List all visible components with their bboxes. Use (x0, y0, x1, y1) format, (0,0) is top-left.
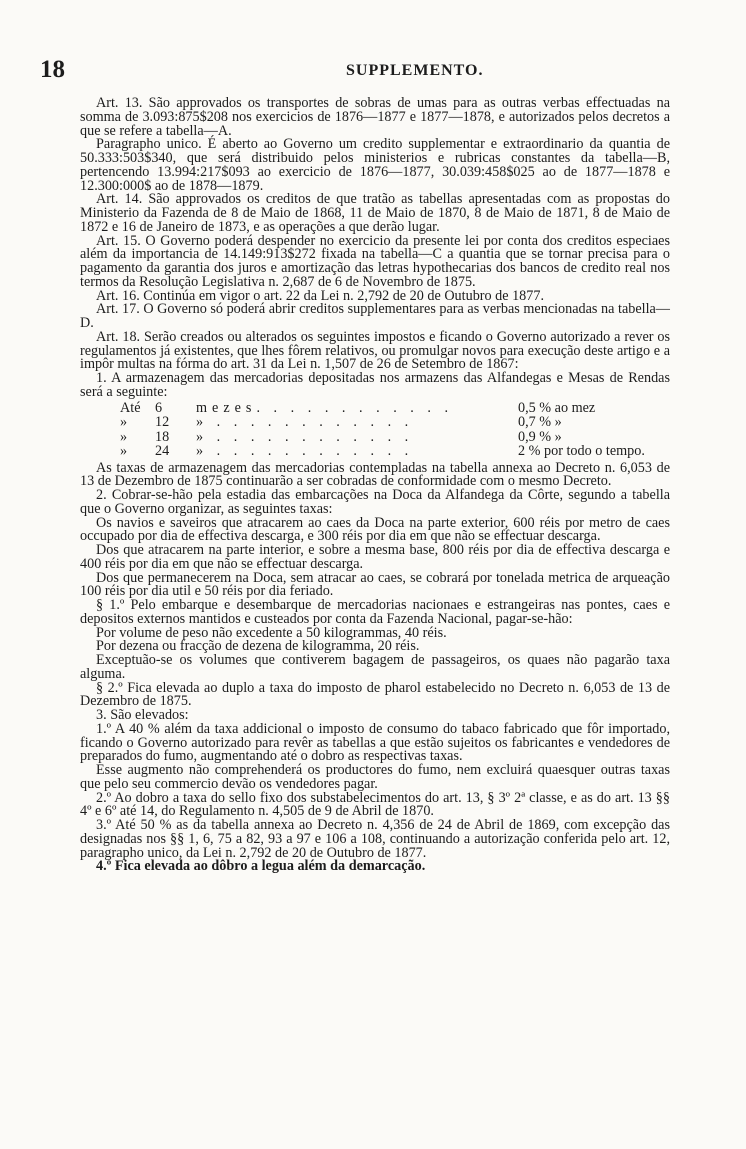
running-head: SUPPLEMENTO. (346, 62, 484, 79)
storage-rate-table (80, 399, 670, 460)
row-unit: » . . . . . . . . . . . . (196, 443, 414, 459)
row-months: 6 (155, 399, 163, 416)
paragraph: Art. 17. O Governo só poderá abrir creditos supplementares para as verbas mencionadas na tabella—D. (80, 301, 670, 331)
row-prefix: » (120, 443, 128, 459)
paragraph: 3.º Até 50 % as da tabella annexa ao Decreto n. 4,356 de 24 de Abril de 1869, com excepção das designadas nos §§ 1, 6, 75 a 82, 93 a 97 e 106 a 108, continuando a autorização conferida pelo art. 12, paragrapho unico, da Lei n. 2,792 de 20 de Outubro de 1877. (80, 817, 670, 861)
paragraph: 1. A armazenagem das mercadorias depositadas nos armazens das Alfandegas e Mesas de Rendas será a seguinte: (80, 370, 670, 400)
row-unit: » . . . . . . . . . . . . (196, 414, 414, 430)
document-body (80, 97, 670, 874)
paragraph: Dos que atracarem na parte interior, e sobre a mesma base, 800 réis por dia de effectiva descarga e 400 réis por dia em que não se effectuar descarga. (80, 542, 670, 572)
final-section (80, 860, 670, 874)
page-header (40, 56, 680, 86)
row-rate: 0,5 % ao mez (518, 399, 596, 416)
paragraph: Por dezena ou fracção de dezena de kilogramma, 20 réis. (96, 638, 420, 655)
paragraph: Art. 16. Continúa em vigor o art. 22 da Lei n. 2,792 de 20 de Outubro de 1877. (96, 287, 545, 304)
row-months: 18 (155, 428, 170, 445)
paragraph: Art. 18. Serão creados ou alterados os seguintes impostos e ficando o Governo autorizado a rever os regulamentos já existentes, que lhes fôrem relativos, ou promulgar novos para execução deste artigo e a impôr multas na fórma do art. 31 da Lei n. 1,507 de 26 de Setembro de 1867: (80, 328, 670, 373)
row-unit: » . . . . . . . . . . . . (196, 428, 414, 445)
final-paragraph: 4.º Fica elevada ao dôbro a legua além da demarcação. (96, 858, 426, 875)
paragraph: 1.º A 40 % além da taxa addicional o imposto de consumo do tabaco fabricado que fôr importado, ficando o Governo autorizado para revêr as tabellas a que estão sujeitos os fabricantes e vendedores de preparados do fumo, augmentando até o dobro as respectivas taxas. (80, 720, 670, 765)
row-unit: mezes. . . . . . . . . . . . (196, 399, 454, 416)
paragraph: Art. 13. São approvados os transportes de sobras de umas para as outras verbas effectuadas na somma de 3.093:875$208 nos exercicios de 1876—1877 e 1877—1878, e autorizados pelos decretos a que se refere a tabella—A. (80, 95, 670, 139)
paragraph: Paragrapho unico. É aberto ao Governo um credito supplementar e extraordinario da quantia de 50.333:503$340, que será distribuido pelos ministerios e rubricas constantes da tabella—B, pertencendo 13.994:217$093 ao exercicio de 1876—1877, 30.039:458$025 ao de 1877—1878 e 12.300:000$ ao de 1878—1879. (80, 136, 670, 194)
paragraph: As taxas de armazenagem das mercadorias contempladas na tabella annexa ao Decreto n. 6,053 de 13 de Dezembro de 1875 continuarão a ser cobradas de conformidade com o mesmo Decreto. (80, 459, 670, 490)
paragraph: 2. Cobrar-se-hão pela estadia das embarcações na Doca da Alfandega da Côrte, segundo a tabella que o Governo organizar, as seguintes taxas: (80, 487, 670, 517)
paragraph: 3. São elevados: (96, 707, 189, 723)
row-months: 12 (155, 414, 170, 430)
page-number: 18 (40, 56, 65, 83)
paragraph: 2.º Ao dobro a taxa do sello fixo dos substabelecimentos do art. 13, § 3º 2ª classe, e as do art. 13 §§ 4º e 6º até 14, do Regulamento n. 4,505 de 9 de Abril de 1870. (80, 789, 670, 820)
row-rate: 0,9 % » (518, 428, 562, 445)
row-months: 24 (155, 443, 170, 459)
paragraph: Exceptuão-se os volumes que contiverem bagagem de passageiros, os quaes não pagarão taxa alguma. (80, 652, 670, 682)
paragraph: Esse augmento não comprehenderá os productores do fumo, nem excluirá quaesquer outras taxas que pelo seu commercio devão os vendedores pagar. (80, 762, 670, 792)
paragraph: Dos que permanecerem na Doca, sem atracar ao caes, se cobrará por tonelada metrica de arqueação 100 réis por dia util e 50 réis por dia feriado. (80, 569, 670, 600)
row-rate: 2 % por todo o tempo. (518, 443, 645, 459)
row-prefix: Até (120, 399, 141, 416)
paragraph: Art. 14. São approvados os creditos de que tratão as tabellas apresentadas com as propostas do Ministerio da Fazenda de 8 de Maio de 1868, 11 de Maio de 1870, 8 de Maio de 1871, 8 de Maio de 1872 e 16 de Janeiro de 1873, e as operações a que derão lugar. (80, 191, 670, 235)
paragraph: Art. 15. O Governo poderá despender no exercicio da presente lei por conta dos creditos especiaes além da importancia de 14.149:913$272 fixada na tabella—C a quantia que se tornar precisa para o pagamento da garantia dos juros e amortização das letras hypothecarias dos bancos de credito real nos termos da Resolução Legislativa n. 2,687 de 6 de Novembro de 1875. (80, 232, 670, 290)
row-prefix: » (120, 414, 128, 430)
table-row (80, 445, 670, 460)
paragraph: § 1.º Pelo embarque e desembarque de mercadorias nacionaes e estrangeiras nas pontes, caes e depositos externos mantidos e custeados por conta da Fazenda Nacional, pagar-se-hão: (80, 597, 670, 627)
row-prefix: » (120, 428, 128, 445)
paragraph: § 2.º Fica elevada ao duplo a taxa do imposto de pharol estabelecido no Decreto n. 6,053 de 13 de Dezembro de 1875. (80, 679, 670, 710)
paragraph: Por volume de peso não excedente a 50 kilogrammas, 40 réis. (96, 624, 447, 641)
paragraph: Os navios e saveiros que atracarem ao caes da Doca na parte exterior, 600 réis por metro de caes occupado por dia de effectiva descarga, e 300 réis por dia em que não se effectuar descarga. (80, 514, 670, 545)
row-rate: 0,7 % » (518, 414, 562, 430)
